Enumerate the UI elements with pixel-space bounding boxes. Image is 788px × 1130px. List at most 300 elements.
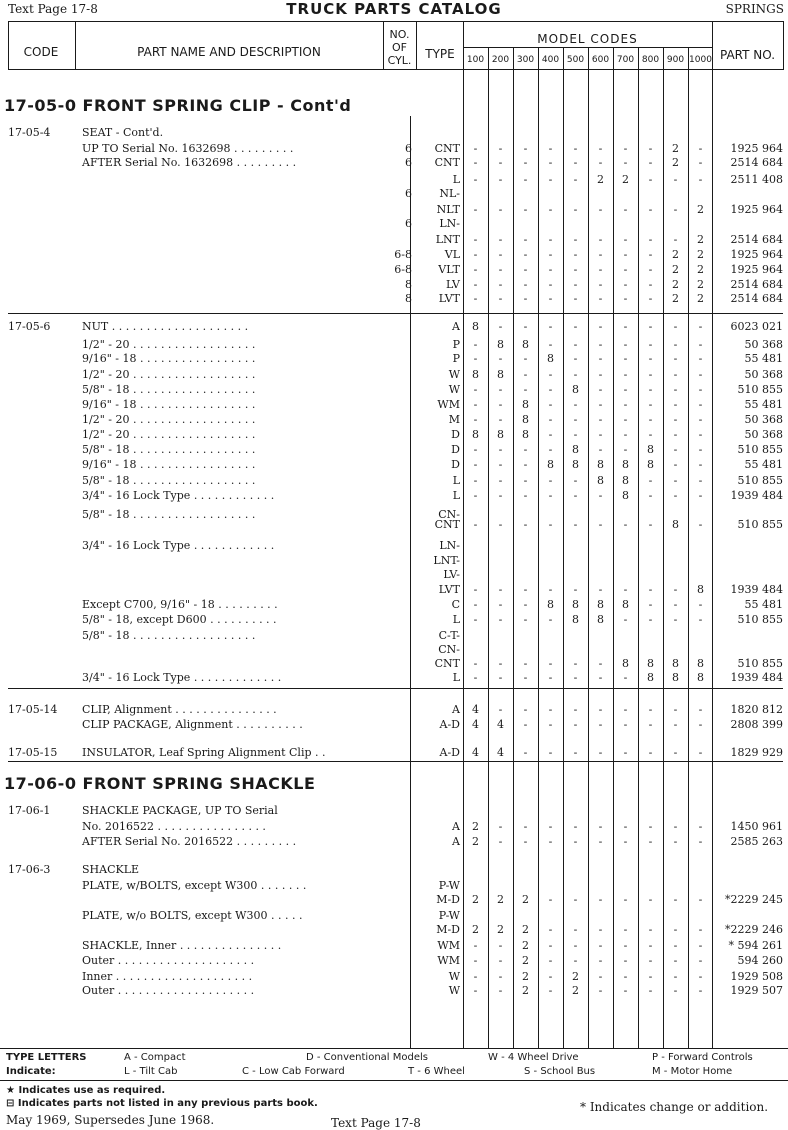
model-code-900-qty: 2: [672, 278, 679, 291]
model-code-300-qty: 2: [522, 984, 529, 997]
model-code-500-qty: -: [573, 583, 578, 596]
row-group-rule-3: [8, 761, 783, 762]
model-code-300-qty: -: [523, 598, 528, 611]
model-code-500-qty: -: [573, 368, 578, 381]
model-code-100-qty: -: [473, 156, 478, 169]
model-code-1000-qty: -: [698, 156, 703, 169]
model-code-800-qty: 8: [647, 458, 654, 471]
model-code-200-qty: -: [498, 939, 503, 952]
model-code-600-qty: -: [598, 703, 603, 716]
model-code-700-qty: 2: [622, 173, 629, 186]
model-code-500-qty: -: [573, 835, 578, 848]
model-code-200-qty: -: [498, 352, 503, 365]
model-code-800-qty: -: [648, 398, 653, 411]
model-code-600-qty: -: [598, 233, 603, 246]
model-code-400-qty: -: [548, 657, 553, 670]
model-code-1000-qty: 2: [697, 233, 704, 246]
model-code-200-qty: -: [498, 203, 503, 216]
type-code: VLT: [438, 263, 460, 276]
model-code-200-qty: -: [498, 320, 503, 333]
part-number: 1939 484: [730, 671, 783, 684]
model-code-300-qty: -: [523, 671, 528, 684]
model-code-100-qty: -: [473, 383, 478, 396]
model-code-300-qty: -: [523, 657, 528, 670]
model-code-600-qty: -: [598, 203, 603, 216]
model-code-600-qty: -: [598, 338, 603, 351]
type-code: W: [448, 383, 460, 396]
model-code-100-qty: -: [473, 518, 478, 531]
model-code-500-qty: -: [573, 489, 578, 502]
part-number: 1925 964: [730, 203, 783, 216]
legend-indicate: Indicate:: [6, 1066, 56, 1077]
model-code-900-qty: -: [673, 338, 678, 351]
model-code-500-qty: -: [573, 746, 578, 759]
part-number: 1929 508: [730, 970, 783, 983]
model-code-100-qty: -: [473, 954, 478, 967]
part-description: 1/2" - 20 . . . . . . . . . . . . . . . . . .: [82, 338, 256, 351]
col-divider-code: [75, 21, 76, 70]
model-code-800-qty: -: [648, 173, 653, 186]
part-number: 6023 021: [730, 320, 783, 333]
cylinder-count: 6: [405, 217, 412, 230]
model-code-100-qty: -: [473, 203, 478, 216]
model-code-600-qty: -: [598, 746, 603, 759]
model-code-400-qty: -: [548, 954, 553, 967]
model-code-100-qty: -: [473, 939, 478, 952]
model-code-600-qty: -: [598, 368, 603, 381]
model-code-1000-qty: -: [698, 746, 703, 759]
model-code-400-qty: -: [548, 278, 553, 291]
model-code-1000-qty: -: [698, 923, 703, 936]
model-code-800-header: 800: [641, 55, 660, 65]
model-code-1000-qty: -: [698, 835, 703, 848]
part-description: 9/16" - 18 . . . . . . . . . . . . . . . . .: [82, 458, 256, 471]
part-description: SEAT - Cont'd.: [82, 126, 164, 139]
model-code-600-qty: 8: [597, 474, 604, 487]
model-code-100-qty: -: [473, 671, 478, 684]
model-code-600-qty: -: [598, 248, 603, 261]
type-code: CN-: [438, 508, 460, 521]
model-code-800-qty: -: [648, 203, 653, 216]
model-code-700-qty: -: [623, 954, 628, 967]
part-code: 17-06-3: [8, 863, 51, 876]
model-code-900-qty: -: [673, 923, 678, 936]
part-code: 17-05-15: [8, 746, 58, 759]
type-code: L: [452, 489, 460, 502]
model-code-600-qty: -: [598, 923, 603, 936]
part-number: * 594 261: [728, 939, 783, 952]
model-code-700-qty: -: [623, 292, 628, 305]
model-code-800-qty: -: [648, 156, 653, 169]
part-description: CLIP PACKAGE, Alignment . . . . . . . . . .: [82, 718, 303, 731]
col-part-no-header: PART NO.: [719, 48, 776, 62]
model-code-700-qty: -: [623, 746, 628, 759]
model-code-900-qty: -: [673, 398, 678, 411]
cylinder-count: 8: [405, 278, 412, 291]
model-code-500-qty: -: [573, 142, 578, 155]
model-code-900-qty: 2: [672, 248, 679, 261]
model-code-900-qty: -: [673, 413, 678, 426]
model-code-300-qty: -: [523, 613, 528, 626]
model-code-100-qty: 4: [472, 718, 479, 731]
model-code-400-qty: -: [548, 320, 553, 333]
model-code-700-qty: -: [623, 970, 628, 983]
model-code-700-qty: -: [623, 278, 628, 291]
model-code-300-qty: -: [523, 458, 528, 471]
part-description: 3/4" - 16 Lock Type . . . . . . . . . . . .: [82, 489, 275, 502]
part-code: 17-05-14: [8, 703, 58, 716]
model-code-700-qty: -: [623, 352, 628, 365]
part-code: 17-06-1: [8, 804, 51, 817]
model-code-800-qty: -: [648, 746, 653, 759]
model-code-900-qty: -: [673, 428, 678, 441]
type-code: CNT: [434, 142, 460, 155]
model-code-700-qty: -: [623, 820, 628, 833]
header-page-ref: Text Page 17-8: [8, 2, 98, 16]
model-code-500-qty: 2: [572, 970, 579, 983]
model-code-800-qty: -: [648, 248, 653, 261]
part-description: AFTER Serial No. 2016522 . . . . . . . . .: [82, 835, 297, 848]
model-code-100-qty: -: [473, 173, 478, 186]
model-code-100-qty: -: [473, 598, 478, 611]
part-description: SHACKLE PACKAGE, UP TO Serial: [82, 804, 278, 817]
model-code-900-header: 900: [666, 55, 685, 65]
model-code-100-qty: 8: [472, 320, 479, 333]
part-description: INSULATOR, Leaf Spring Alignment Clip . .: [82, 746, 326, 759]
model-code-500-qty: -: [573, 718, 578, 731]
model-code-400-qty: -: [548, 583, 553, 596]
model-code-400-qty: -: [548, 292, 553, 305]
model-code-500-qty: 8: [572, 598, 579, 611]
type-code: A: [452, 835, 460, 848]
model-code-800-qty: 8: [647, 671, 654, 684]
model-code-300-qty: 2: [522, 939, 529, 952]
part-description: AFTER Serial No. 1632698 . . . . . . . . .: [82, 156, 297, 169]
type-code: LVT: [438, 292, 460, 305]
model-code-100-qty: -: [473, 142, 478, 155]
part-description: CLIP, Alignment . . . . . . . . . . . . . . .: [82, 703, 277, 716]
model-code-400-qty: -: [548, 970, 553, 983]
type-code: CNT: [434, 657, 460, 670]
model-code-200-qty: -: [498, 413, 503, 426]
model-code-600-qty: -: [598, 263, 603, 276]
model-code-400-qty: -: [548, 984, 553, 997]
model-code-600-qty: -: [598, 671, 603, 684]
part-description: Outer . . . . . . . . . . . . . . . . . . . .: [82, 984, 255, 997]
type-code: WM: [437, 398, 460, 411]
model-code-700-qty: -: [623, 383, 628, 396]
model-code-500-qty: -: [573, 939, 578, 952]
model-code-100-qty: 8: [472, 428, 479, 441]
model-code-200-qty: 8: [497, 428, 504, 441]
model-code-400-qty: -: [548, 443, 553, 456]
model-code-600-qty: -: [598, 657, 603, 670]
model-code-400-qty: -: [548, 613, 553, 626]
model-code-1000-qty: -: [698, 443, 703, 456]
model-code-300-header: 300: [516, 55, 535, 65]
model-code-600-qty: -: [598, 156, 603, 169]
part-description: PLATE, w/o BOLTS, except W300 . . . . .: [82, 909, 303, 922]
type-code: LV-: [443, 568, 460, 581]
model-code-700-qty: -: [623, 248, 628, 261]
model-code-500-qty: -: [573, 954, 578, 967]
model-code-200-qty: -: [498, 835, 503, 848]
model-code-500-qty: -: [573, 173, 578, 186]
model-code-300-qty: 8: [522, 338, 529, 351]
model-code-600-qty: 2: [597, 173, 604, 186]
model-code-1000-qty: -: [698, 489, 703, 502]
model-code-600-qty: -: [598, 320, 603, 333]
type-code: M-D: [436, 923, 460, 936]
header-border-right: [783, 21, 784, 70]
model-code-700-qty: 8: [622, 489, 629, 502]
model-code-300-qty: -: [523, 443, 528, 456]
part-description: 3/4" - 16 Lock Type . . . . . . . . . . . .: [82, 539, 275, 552]
model-code-600-qty: -: [598, 489, 603, 502]
model-code-300-qty: -: [523, 248, 528, 261]
legend-conventional: D - Conventional Models: [306, 1052, 428, 1063]
model-code-600-qty: -: [598, 142, 603, 155]
model-code-800-qty: -: [648, 970, 653, 983]
cylinder-count: 8: [405, 292, 412, 305]
model-code-1000-qty: 8: [697, 583, 704, 596]
model-code-400-qty: -: [548, 203, 553, 216]
part-number: *2229 245: [725, 893, 783, 906]
type-code: NL-: [439, 187, 460, 200]
model-code-800-qty: 8: [647, 443, 654, 456]
model-code-400-qty: -: [548, 398, 553, 411]
part-number: 2585 263: [730, 835, 783, 848]
model-code-500-qty: -: [573, 278, 578, 291]
part-number: 2514 684: [730, 156, 783, 169]
model-code-400-qty: -: [548, 671, 553, 684]
type-code: CNT: [434, 156, 460, 169]
model-code-400-qty: -: [548, 338, 553, 351]
model-code-100-qty: 4: [472, 746, 479, 759]
model-code-500-header: 500: [566, 55, 585, 65]
model-code-1000-qty: 2: [697, 203, 704, 216]
model-code-700-qty: -: [623, 703, 628, 716]
model-code-600-qty: -: [598, 428, 603, 441]
model-code-100-qty: 4: [472, 703, 479, 716]
model-code-600-qty: -: [598, 443, 603, 456]
col-code-header: CODE: [23, 45, 59, 59]
model-code-500-qty: 8: [572, 613, 579, 626]
model-code-1000-qty: -: [698, 893, 703, 906]
model-code-900-qty: -: [673, 954, 678, 967]
type-code: WM: [437, 954, 460, 967]
model-code-1000-header: 1000: [689, 55, 712, 65]
model-code-500-qty: -: [573, 703, 578, 716]
section-title-front-spring-shackle: 17-06-0 FRONT SPRING SHACKLE: [4, 774, 316, 793]
model-code-1000-qty: 2: [697, 278, 704, 291]
footnote-not-listed: ⊟ Indicates parts not listed in any previous parts book.: [6, 1098, 318, 1109]
part-number: 50 368: [744, 428, 783, 441]
row-group-rule-2: [8, 688, 783, 689]
model-code-1000-qty: -: [698, 970, 703, 983]
header-top-rule: [8, 21, 783, 22]
model-code-900-qty: -: [673, 368, 678, 381]
model-code-100-qty: -: [473, 292, 478, 305]
part-number: 55 481: [744, 458, 783, 471]
model-code-100-qty: 2: [472, 893, 479, 906]
type-code: NLT: [436, 203, 460, 216]
model-code-1000-qty: -: [698, 338, 703, 351]
model-code-400-qty: -: [548, 474, 553, 487]
part-number: 2514 684: [730, 233, 783, 246]
model-code-500-qty: -: [573, 203, 578, 216]
model-code-700-qty: -: [623, 368, 628, 381]
model-code-400-qty: -: [548, 156, 553, 169]
model-code-200-qty: -: [498, 489, 503, 502]
model-code-600-qty: -: [598, 893, 603, 906]
part-number: 2514 684: [730, 278, 783, 291]
model-code-1000-qty: -: [698, 320, 703, 333]
model-code-1000-qty: -: [698, 458, 703, 471]
model-code-800-qty: -: [648, 835, 653, 848]
model-code-1000-qty: -: [698, 142, 703, 155]
model-code-500-qty: -: [573, 292, 578, 305]
part-number: 510 855: [737, 518, 783, 531]
model-code-500-qty: -: [573, 820, 578, 833]
model-code-300-qty: 8: [522, 398, 529, 411]
model-code-900-qty: 8: [672, 657, 679, 670]
type-code: A: [452, 320, 460, 333]
model-code-100-qty: -: [473, 263, 478, 276]
model-code-800-qty: -: [648, 939, 653, 952]
model-code-200-qty: -: [498, 954, 503, 967]
type-code: L: [452, 671, 460, 684]
model-code-100-qty: -: [473, 398, 478, 411]
model-code-600-qty: -: [598, 278, 603, 291]
part-number: 2514 684: [730, 292, 783, 305]
model-code-900-qty: 2: [672, 292, 679, 305]
model-code-300-qty: -: [523, 352, 528, 365]
model-code-600-qty: -: [598, 352, 603, 365]
col-divider-desc: [383, 21, 384, 70]
model-code-1000-qty: -: [698, 383, 703, 396]
part-number: 1925 964: [730, 142, 783, 155]
model-code-500-qty: -: [573, 398, 578, 411]
model-code-800-qty: -: [648, 428, 653, 441]
part-number: 594 260: [737, 954, 783, 967]
part-number: 1939 484: [730, 489, 783, 502]
legend-6-wheel: T - 6 Wheel: [408, 1066, 465, 1077]
model-code-800-qty: -: [648, 893, 653, 906]
type-code: W: [448, 984, 460, 997]
model-code-800-qty: -: [648, 598, 653, 611]
cylinder-count: 6: [405, 142, 412, 155]
model-code-400-qty: -: [548, 703, 553, 716]
part-description: 9/16" - 18 . . . . . . . . . . . . . . . . .: [82, 352, 256, 365]
model-code-800-qty: 8: [647, 657, 654, 670]
col-cyl-header: NO. OF CYL.: [387, 28, 412, 67]
model-code-1000-qty: 8: [697, 657, 704, 670]
model-code-500-qty: 2: [572, 984, 579, 997]
part-number: 50 368: [744, 338, 783, 351]
model-code-500-qty: 8: [572, 458, 579, 471]
part-number: 1925 964: [730, 263, 783, 276]
model-code-900-qty: 8: [672, 671, 679, 684]
model-code-800-qty: -: [648, 263, 653, 276]
model-code-700-qty: -: [623, 923, 628, 936]
model-code-700-qty: -: [623, 835, 628, 848]
part-description: 5/8" - 18 . . . . . . . . . . . . . . . . . .: [82, 474, 256, 487]
model-code-300-qty: -: [523, 173, 528, 186]
model-code-1000-qty: -: [698, 598, 703, 611]
model-code-200-qty: -: [498, 657, 503, 670]
model-code-100-qty: -: [473, 984, 478, 997]
model-code-900-qty: -: [673, 984, 678, 997]
model-code-500-qty: -: [573, 248, 578, 261]
model-code-1000-qty: -: [698, 474, 703, 487]
model-code-700-qty: -: [623, 398, 628, 411]
model-code-300-qty: 8: [522, 413, 529, 426]
header-section: SPRINGS: [725, 2, 784, 16]
type-code: P-W: [438, 909, 460, 922]
model-code-800-qty: -: [648, 320, 653, 333]
model-code-200-qty: 8: [497, 368, 504, 381]
model-code-500-qty: -: [573, 428, 578, 441]
model-code-800-qty: -: [648, 923, 653, 936]
page-title: TRUCK PARTS CATALOG: [286, 0, 502, 18]
part-number: 2511 408: [730, 173, 783, 186]
model-code-700-qty: -: [623, 428, 628, 441]
type-code: P: [452, 352, 460, 365]
part-description: Except C700, 9/16" - 18 . . . . . . . . .: [82, 598, 278, 611]
model-code-900-qty: -: [673, 233, 678, 246]
model-code-300-qty: -: [523, 489, 528, 502]
model-code-600-qty: -: [598, 984, 603, 997]
type-code: VL: [444, 248, 460, 261]
type-code: M-D: [436, 893, 460, 906]
model-code-600-header: 600: [591, 55, 610, 65]
type-code: CN-: [438, 643, 460, 656]
cylinder-count: 6: [405, 187, 412, 200]
model-code-300-qty: -: [523, 156, 528, 169]
model-code-300-qty: -: [523, 703, 528, 716]
part-description: PLATE, w/BOLTS, except W300 . . . . . . .: [82, 879, 307, 892]
model-code-600-qty: 8: [597, 613, 604, 626]
model-code-600-qty: -: [598, 820, 603, 833]
model-code-300-qty: -: [523, 746, 528, 759]
model-code-600-qty: -: [598, 292, 603, 305]
model-code-100-header: 100: [466, 55, 485, 65]
model-code-100-qty: -: [473, 583, 478, 596]
model-code-900-qty: 2: [672, 142, 679, 155]
type-code: A: [452, 820, 460, 833]
model-code-400-qty: -: [548, 173, 553, 186]
type-code: W: [448, 970, 460, 983]
model-code-300-qty: 2: [522, 954, 529, 967]
model-code-1000-qty: -: [698, 173, 703, 186]
model-code-700-qty: -: [623, 203, 628, 216]
cylinder-count: 6-8: [394, 263, 412, 276]
model-code-800-qty: -: [648, 233, 653, 246]
part-description: 1/2" - 20 . . . . . . . . . . . . . . . . . .: [82, 428, 256, 441]
model-code-900-qty: -: [673, 474, 678, 487]
model-code-900-qty: -: [673, 173, 678, 186]
model-code-300-qty: -: [523, 368, 528, 381]
model-code-200-qty: -: [498, 984, 503, 997]
model-code-800-qty: -: [648, 703, 653, 716]
model-code-300-qty: -: [523, 518, 528, 531]
model-code-200-qty: -: [498, 248, 503, 261]
type-code: P-W: [438, 879, 460, 892]
footer-page-ref: Text Page 17-8: [331, 1116, 421, 1130]
model-code-800-qty: -: [648, 413, 653, 426]
model-code-300-qty: -: [523, 292, 528, 305]
